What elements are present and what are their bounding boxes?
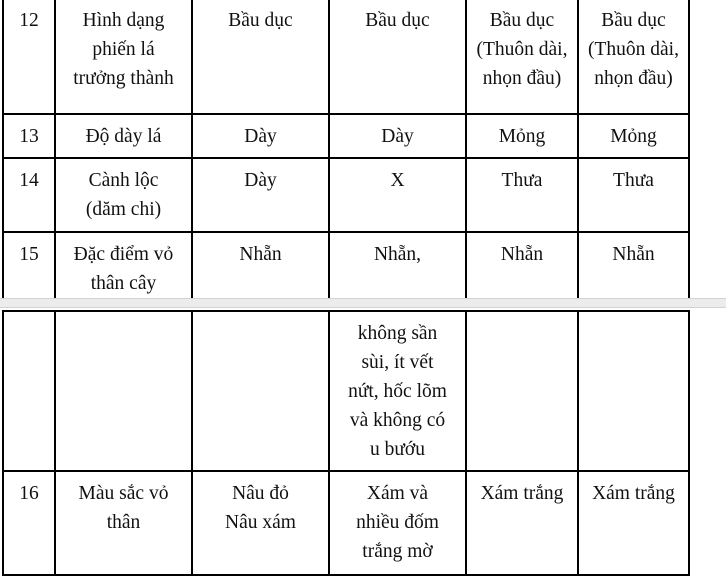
- sample-3-cell: [466, 114, 578, 158]
- row-number: [3, 471, 55, 575]
- sample-4-cell: [578, 471, 689, 575]
- table-row: [3, 158, 689, 232]
- page-break: [0, 298, 726, 308]
- criterion-cell: [55, 471, 192, 575]
- cell-text-line: Xám trắng: [592, 483, 675, 504]
- cell-text-line: Bầu dục: [489, 10, 555, 31]
- sample-2-cell: [329, 114, 466, 158]
- cell-text-line: Màu sắc vỏ: [78, 483, 169, 504]
- table-row: [3, 0, 689, 114]
- cell-text-line: Mỏng: [498, 126, 546, 147]
- sample-3-cell: [466, 471, 578, 575]
- sample-1-cell: [192, 0, 329, 114]
- cell-text-line: Nâu đỏ: [232, 483, 289, 504]
- cell-text-line: Nhẵn: [500, 244, 544, 265]
- cell-text-line: nhọn đầu): [482, 68, 562, 89]
- table-row: [3, 311, 689, 471]
- cell-text: 13: [19, 126, 39, 147]
- cell-text-line: Bầu dục: [228, 10, 293, 31]
- cell-text-line: Dày: [381, 126, 414, 147]
- criterion-cell: [55, 311, 192, 471]
- cell-text-line: trắng mờ: [362, 541, 433, 562]
- cell-text-line: Dày: [244, 170, 277, 191]
- sample-3-cell: [466, 0, 578, 114]
- cell-text-line: thân cây: [90, 273, 157, 294]
- cell-text-line: thân: [106, 512, 141, 533]
- cell-text-line: trưởng thành: [73, 68, 174, 89]
- cell-text-line: Hình dạng: [82, 10, 165, 31]
- cell-text-line: Nhẵn: [612, 244, 655, 265]
- characteristics-table-bottom: [2, 310, 690, 576]
- cell-text-line: và không có: [349, 410, 446, 431]
- row-number: [3, 0, 55, 114]
- table-row: [3, 471, 689, 575]
- row-number: [3, 114, 55, 158]
- sample-3-cell: [466, 158, 578, 232]
- cell-text-line: Xám trắng: [480, 483, 564, 504]
- sample-2-cell: [329, 0, 466, 114]
- cell-text-line: nhọn đầu): [594, 68, 673, 89]
- cell-text-line: Nhẵn,: [373, 244, 422, 265]
- table-body: [3, 0, 689, 306]
- cell-text-line: nứt, hốc lõm: [348, 381, 447, 402]
- sample-2-cell: [329, 311, 466, 471]
- cell-text-line: X: [390, 170, 405, 191]
- sample-1-cell: [192, 471, 329, 575]
- row-number: [3, 158, 55, 232]
- criterion-cell: [55, 114, 192, 158]
- cell-text-line: Thưa: [613, 170, 654, 191]
- sample-4-cell: [578, 232, 689, 306]
- cell-text: 14: [19, 170, 39, 191]
- sample-3-cell: [466, 232, 578, 306]
- cell-text-line: Nâu xám: [225, 512, 296, 533]
- cell-text-line: Bầu dục: [365, 10, 430, 31]
- cell-text-line: Thưa: [501, 170, 543, 191]
- cell-text-line: Mỏng: [610, 126, 657, 147]
- characteristics-table-top: [2, 0, 690, 307]
- cell-text-line: phiến lá: [92, 39, 155, 60]
- cell-text-line: Đặc điểm vỏ: [73, 244, 174, 265]
- sample-4-cell: [578, 0, 689, 114]
- table-body: [3, 311, 689, 575]
- cell-text-line: Bầu dục: [601, 10, 666, 31]
- cell-text-line: u bướu: [369, 439, 425, 460]
- cell-text-line: (dăm chi): [85, 199, 162, 220]
- cell-text-line: nhiều đốm: [356, 512, 439, 533]
- sample-4-cell: [578, 158, 689, 232]
- sample-1-cell: [192, 114, 329, 158]
- cell-text-line: Dày: [244, 126, 277, 147]
- sample-4-cell: [578, 114, 689, 158]
- cell-text-line: Xám và: [366, 483, 429, 504]
- cell-text-line: không sần: [357, 323, 438, 344]
- sample-1-cell: [192, 311, 329, 471]
- sample-2-cell: [329, 471, 466, 575]
- cell-text: 12: [19, 10, 39, 31]
- sample-2-cell: [329, 232, 466, 306]
- cell-text-line: (Thuôn dài,: [588, 39, 679, 60]
- table-row: [3, 114, 689, 158]
- cell-text-line: Nhẵn: [239, 244, 282, 265]
- criterion-cell: [55, 158, 192, 232]
- sample-1-cell: [192, 232, 329, 306]
- sample-4-cell: [578, 311, 689, 471]
- row-number: [3, 311, 55, 471]
- sample-1-cell: [192, 158, 329, 232]
- row-number: [3, 232, 55, 306]
- cell-text: 15: [19, 244, 39, 265]
- cell-text-line: (Thuôn dài,: [476, 39, 568, 60]
- criterion-cell: [55, 232, 192, 306]
- sample-2-cell: [329, 158, 466, 232]
- cell-text-line: sùi, ít vết: [361, 352, 434, 373]
- cell-text-line: Cành lộc: [88, 170, 159, 191]
- cell-text-line: Độ dày lá: [85, 126, 162, 147]
- table-row: [3, 232, 689, 306]
- cell-text: 16: [19, 483, 39, 504]
- criterion-cell: [55, 0, 192, 114]
- sample-3-cell: [466, 311, 578, 471]
